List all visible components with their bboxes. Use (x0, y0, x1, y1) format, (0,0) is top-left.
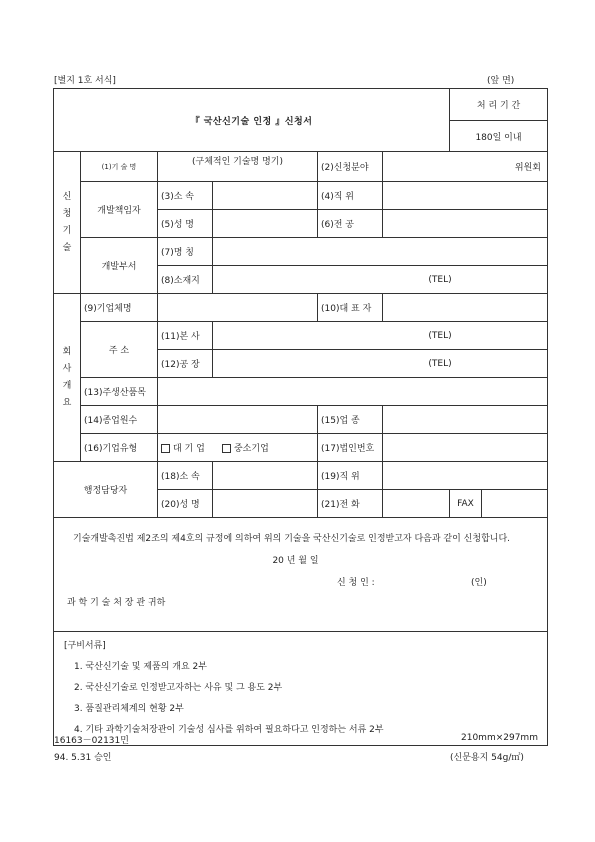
position-field[interactable] (383, 182, 548, 210)
dept-name-label: (7)명 칭 (158, 238, 213, 266)
doc-item-1: 1. 국산신기술 및 제품의 개요 2부 (74, 662, 207, 672)
declaration-block (54, 518, 548, 632)
person-name-field[interactable] (213, 210, 318, 238)
location-field[interactable]: (TEL) (213, 266, 548, 294)
hq-field[interactable]: (TEL) (213, 322, 548, 350)
industry-field[interactable] (383, 406, 548, 434)
paper-type: (신문용지 54g/㎡) (450, 753, 524, 763)
ceo-label: (10)대 표 자 (318, 294, 383, 322)
tech-section-label: 신 청 기 술 (54, 152, 81, 294)
paper-size: 210mm×297mm (461, 733, 538, 743)
doc-item-4: 4. 기타 과학기술처장관이 기술성 심사를 위하여 필요하다고 인정하는 서류 2부 (74, 725, 384, 735)
approval-date: 94. 5.31 승인 (54, 753, 112, 763)
company-type-label: (16)기업유형 (81, 434, 158, 462)
admin-label: 행정담당자 (54, 462, 158, 518)
admin-name-field[interactable] (213, 490, 318, 518)
application-form (53, 88, 548, 746)
address-label: 주 소 (81, 322, 158, 378)
major-label: (6)전 공 (318, 210, 383, 238)
major-field[interactable] (383, 210, 548, 238)
form-title: 『 국산신기술 인정 』신청서 (54, 89, 450, 152)
admin-phone-field[interactable] (383, 490, 450, 518)
fax-label: FAX (450, 490, 482, 518)
products-label: (13)주생산품목 (81, 378, 158, 406)
field-value[interactable]: 위원회 (383, 152, 548, 182)
required-docs (54, 632, 548, 746)
recipient: 과 학 기 술 처 장 관 귀하 (67, 598, 166, 608)
employees-field[interactable] (158, 406, 318, 434)
admin-affiliation-field[interactable] (213, 462, 318, 490)
company-name-field[interactable] (158, 294, 318, 322)
doc-item-2: 2. 국산신기술로 인정받고자하는 사유 및 그 용도 2부 (74, 683, 283, 693)
tech-name-field[interactable]: (구체적인 기술명 명기) (158, 152, 318, 182)
factory-label: (12)공 장 (158, 350, 213, 378)
admin-affiliation-label: (18)소 속 (158, 462, 213, 490)
admin-position-label: (19)직 위 (318, 462, 383, 490)
small-company-label: 중소기업 (233, 444, 269, 454)
large-company-label: 대 기 업 (173, 444, 205, 454)
hq-label: (11)본 사 (158, 322, 213, 350)
affiliation-label: (3)소 속 (158, 182, 213, 210)
ceo-field[interactable] (383, 294, 548, 322)
employees-label: (14)종업원수 (81, 406, 158, 434)
small-company-checkbox[interactable] (222, 444, 231, 453)
affiliation-field[interactable] (213, 182, 318, 210)
products-field[interactable] (158, 378, 548, 406)
company-section-label: 회 사 개 요 (54, 294, 81, 462)
factory-field[interactable]: (TEL) (213, 350, 548, 378)
position-label: (4)직 위 (318, 182, 383, 210)
industry-label: (15)업 종 (318, 406, 383, 434)
company-name-label: (9)기업체명 (81, 294, 158, 322)
applicant-label: 신 청 인 : (337, 578, 375, 588)
corp-no-label: (17)법인번호 (318, 434, 383, 462)
required-docs-title: [구비서류] (64, 641, 106, 651)
declaration-text: 기술개발촉진법 제2조의 제4호의 규정에 의하여 위의 기술을 국산신기술로 인정받고자 다음과 같이 신청합니다. (73, 534, 511, 544)
tech-name-label: (1)기 술 명 (81, 152, 158, 182)
form-number: [별지 1호 서식] (54, 76, 116, 86)
fax-field[interactable] (482, 490, 548, 518)
person-name-label: (5)성 명 (158, 210, 213, 238)
page-side: (앞 면) (487, 76, 515, 86)
doc-item-3: 3. 품질관리체계의 현황 2부 (74, 704, 184, 714)
location-label: (8)소재지 (158, 266, 213, 294)
corp-no-field[interactable] (383, 434, 548, 462)
dept-name-field[interactable] (213, 238, 548, 266)
dev-manager-label: 개발책임자 (81, 182, 158, 238)
admin-position-field[interactable] (383, 462, 548, 490)
dev-dept-label: 개발부서 (81, 238, 158, 294)
processing-period-value: 180일 이내 (450, 121, 548, 152)
declaration-date: 20 년 월 일 (272, 556, 319, 566)
company-type-options (158, 434, 318, 462)
large-company-checkbox[interactable] (161, 444, 170, 453)
admin-name-label: (20)성 명 (158, 490, 213, 518)
processing-period-label: 처 리 기 간 (450, 89, 548, 121)
admin-phone-label: (21)전 화 (318, 490, 383, 518)
form-code: 16163－02131민 (54, 736, 129, 746)
seal-mark: (인) (471, 578, 487, 588)
field-label: (2)신청분야 (318, 152, 383, 182)
